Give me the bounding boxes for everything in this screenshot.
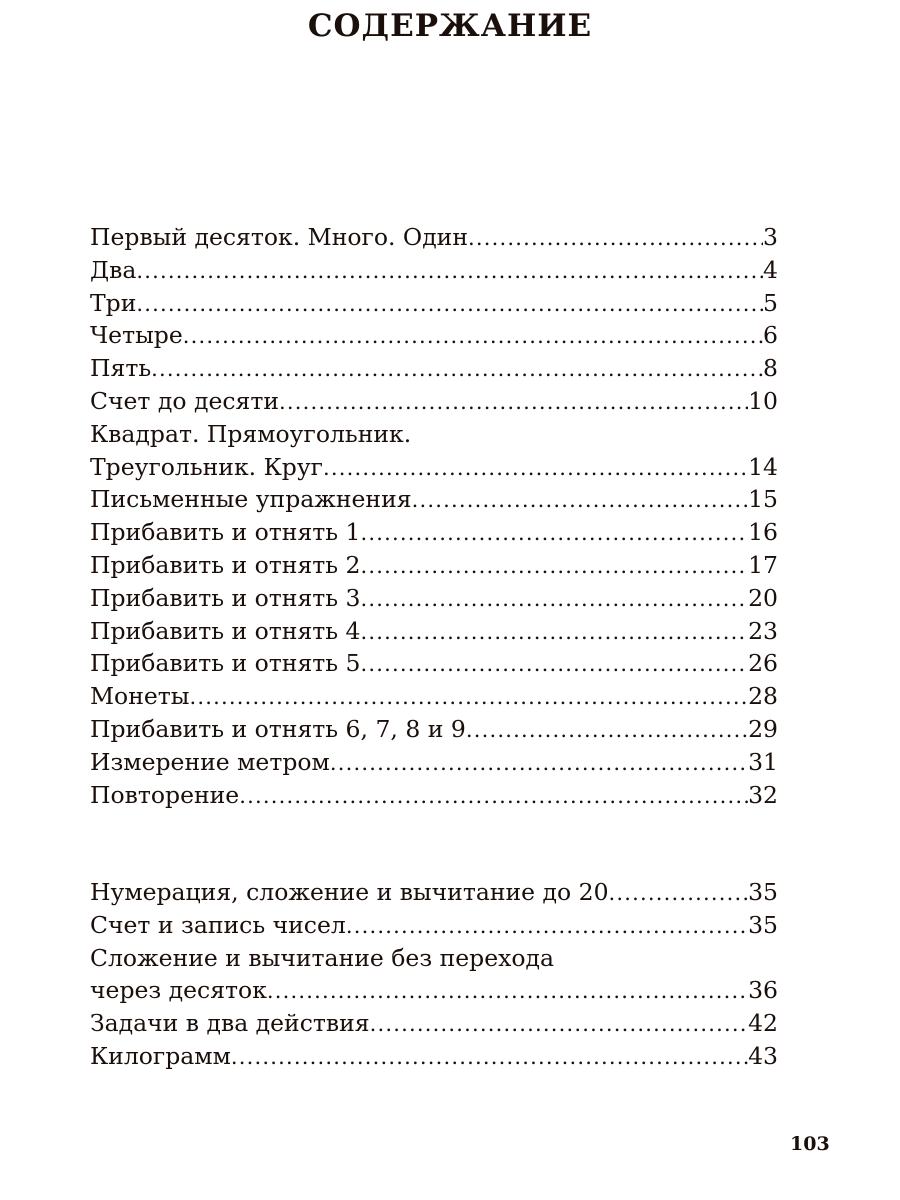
toc-leader-dots (239, 780, 748, 812)
toc-entry-page: 10 (748, 386, 778, 415)
toc-leader-dots (330, 747, 748, 779)
toc-entry (90, 746, 778, 779)
toc-entry-page: 23 (748, 616, 778, 645)
toc-entry-page: 14 (748, 452, 778, 481)
toc-entry (90, 779, 778, 812)
toc-entry-page: 36 (748, 976, 778, 1005)
toc-entry-page: 4 (763, 255, 778, 284)
toc-entry-title: Два (90, 255, 137, 284)
toc-entry-page: 3 (763, 223, 778, 251)
toc-entry-page: 15 (748, 485, 778, 514)
toc-entry (90, 385, 778, 418)
toc-entry-page: 16 (748, 518, 778, 547)
toc-entry-page: 28 (748, 682, 778, 711)
toc-entry-title: Прибавить и отнять 3 (90, 583, 361, 612)
toc-leader-dots (346, 910, 748, 942)
toc-leader-dots (412, 484, 749, 516)
toc-leader-dots (468, 222, 763, 254)
toc-entry-title: Измерение метром (90, 747, 330, 776)
toc-entry (90, 1040, 778, 1073)
toc-entry-title: Треугольник. Круг (90, 452, 323, 481)
toc-entry-title: Прибавить и отнять 2 (90, 550, 361, 579)
toc-entry-page: 17 (748, 550, 778, 579)
toc-entry-title: Четыре (90, 321, 183, 350)
toc-leader-dots (190, 681, 749, 713)
toc-entry (90, 451, 778, 484)
toc-entry-title: Пять (90, 354, 152, 383)
toc-entry-page: 42 (748, 1009, 778, 1038)
toc-entry (90, 549, 778, 582)
toc-entry (90, 516, 778, 549)
toc-leader-dots (361, 616, 749, 648)
toc-entry (90, 647, 778, 680)
toc-entry (90, 680, 778, 713)
toc-entry (90, 909, 778, 942)
toc-entry (90, 254, 778, 287)
page-number: 103 (790, 1133, 830, 1155)
toc-entry-title: Квадрат. Прямоугольник. (90, 419, 412, 448)
toc-entry-title: через десяток (90, 976, 267, 1005)
toc-entry (90, 942, 778, 975)
toc-section-1 (90, 221, 778, 811)
toc-entry-page: 5 (763, 288, 778, 317)
toc-leader-dots (231, 1041, 748, 1073)
toc-entry-page: 32 (748, 780, 778, 809)
toc-entry-title: Счет до десяти (90, 386, 280, 415)
toc-entry (90, 319, 778, 352)
toc-leader-dots (267, 975, 748, 1007)
toc-entry (90, 713, 778, 746)
toc-leader-dots (361, 517, 749, 549)
toc-entry-page: 35 (748, 878, 778, 906)
page-title: СОДЕРЖАНИЕ (307, 8, 593, 44)
toc-entry-title: Задачи в два действия (90, 1009, 370, 1038)
toc-entry-title: Три (90, 288, 137, 317)
toc-entry-title: Прибавить и отнять 1 (90, 518, 361, 547)
toc-entry (90, 418, 778, 451)
toc-entry-title: Счет и запись чисел (90, 910, 346, 939)
toc-entry (90, 1007, 778, 1040)
toc-entry-page: 35 (748, 910, 778, 939)
toc-leader-dots (361, 550, 749, 582)
toc-entry-page: 29 (748, 714, 778, 743)
toc-entry (90, 876, 778, 909)
toc-leader-dots (183, 320, 763, 352)
toc-entry-page: 26 (748, 649, 778, 678)
toc-leader-dots (136, 288, 763, 320)
toc-leader-dots (151, 353, 763, 385)
toc-leader-dots (361, 648, 749, 680)
toc-entry-page: 20 (748, 583, 778, 612)
toc-entry-page: 43 (748, 1041, 778, 1070)
toc-entry-title: Нумерация, сложение и вычитание до 20 (90, 878, 609, 906)
toc-entry-title: Прибавить и отнять 4 (90, 616, 361, 645)
toc-entry (90, 352, 778, 385)
toc-leader-dots (136, 255, 763, 287)
toc-entry-title: Письменные упражнения (90, 485, 412, 514)
toc-entry (90, 287, 778, 320)
toc-entry-title: Монеты (90, 682, 190, 711)
toc-entry (90, 483, 778, 516)
toc-entry-title: Прибавить и отнять 5 (90, 649, 361, 678)
toc-entry-page: 31 (748, 747, 778, 776)
toc-entry-title: Килограмм (90, 1041, 231, 1070)
toc-section-2 (90, 876, 778, 1073)
toc-entry (90, 221, 778, 254)
toc-leader-dots (279, 386, 748, 418)
toc-leader-dots (466, 714, 748, 746)
toc-leader-dots (361, 583, 749, 615)
toc-entry-page: 6 (763, 321, 778, 350)
toc-entry-title: Сложение и вычитание без перехода (90, 943, 555, 972)
toc-leader-dots (609, 877, 749, 909)
toc-entry (90, 974, 778, 1007)
toc-entry (90, 582, 778, 615)
toc-entry-title: Повторение (90, 780, 240, 809)
toc-entry-title: Прибавить и отнять 6, 7, 8 и 9 (90, 714, 466, 743)
toc-leader-dots (323, 452, 748, 484)
toc-entry (90, 615, 778, 648)
toc-entry-page: 8 (763, 354, 778, 383)
toc-leader-dots (370, 1008, 748, 1040)
toc-entry-title: Первый десяток. Много. Один (90, 223, 468, 251)
